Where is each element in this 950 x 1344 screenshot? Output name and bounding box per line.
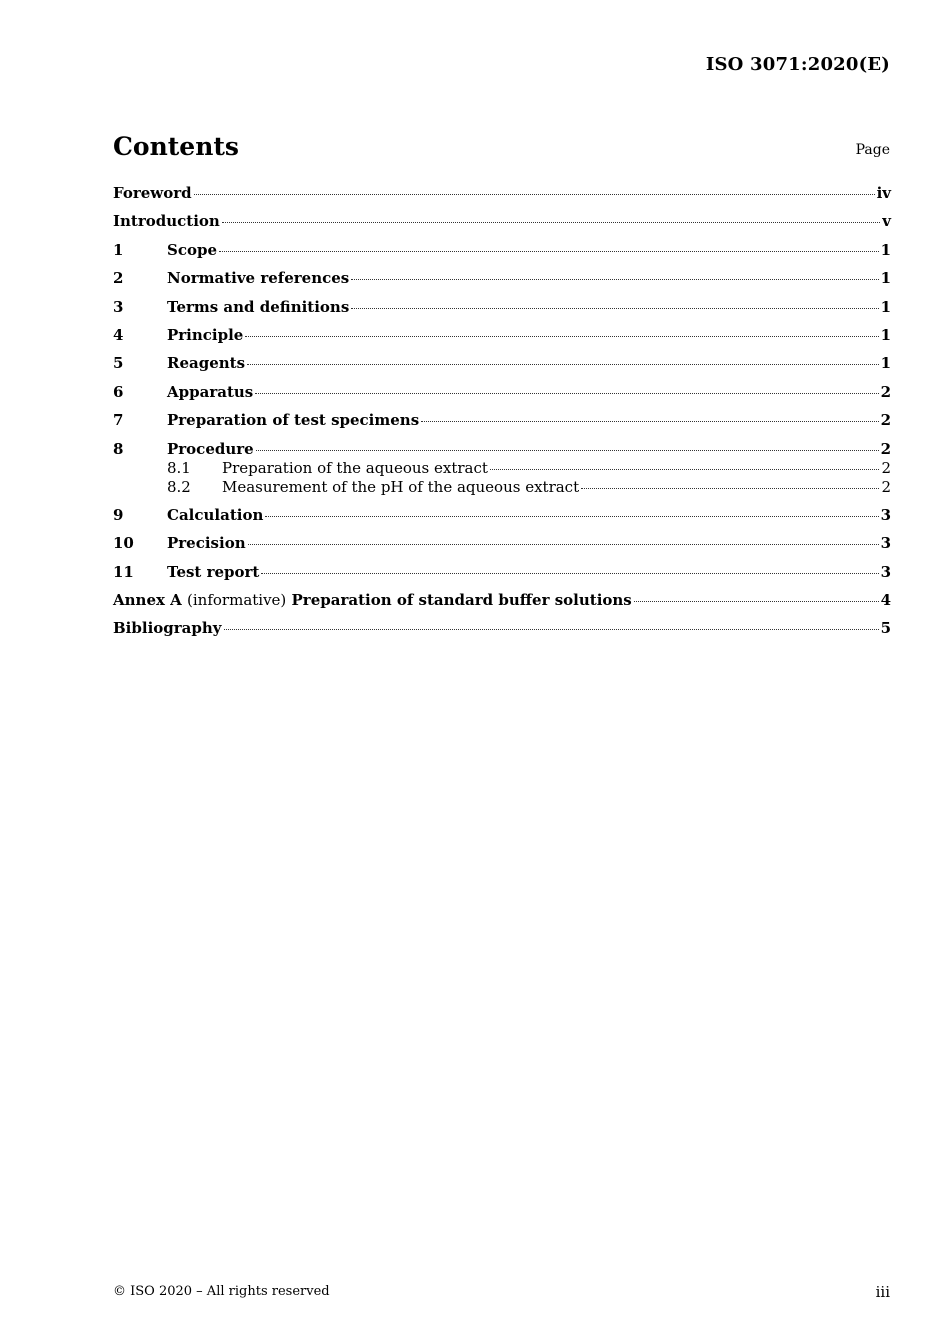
dot-leader: [256, 450, 879, 451]
toc-entry-page: 3: [880, 505, 891, 524]
toc-entry-page: v: [882, 212, 891, 231]
toc-entry-title: Apparatus: [167, 382, 254, 401]
toc-entry-page: 2: [881, 458, 891, 477]
toc-clause-number: 3: [113, 297, 124, 316]
toc-entry-page: 4: [880, 591, 891, 610]
annex-type: (informative): [187, 591, 287, 610]
toc-entry-clause-10[interactable]: [113, 534, 891, 553]
toc-entry-page: 1: [880, 354, 891, 373]
toc-entry-introduction[interactable]: [113, 212, 891, 231]
toc-entry-title: Precision: [167, 534, 246, 553]
toc-entry-clause-7[interactable]: [113, 411, 891, 430]
toc-clause-number: 4: [113, 325, 124, 344]
toc-entry-title: Terms and definitions: [167, 297, 350, 316]
toc-entry-title: Normative references: [167, 269, 350, 288]
annex-title: Preparation of standard buffer solutions: [291, 591, 632, 610]
toc-clause-number: 9: [113, 505, 124, 524]
dot-leader: [247, 364, 879, 365]
document-id: ISO 3071:2020(E): [705, 54, 890, 75]
toc-subclause-number: 8.1: [167, 458, 191, 477]
dot-leader: [351, 308, 878, 309]
toc-subclause-number: 8.2: [167, 477, 191, 496]
toc-entry-subclause-8-1[interactable]: [113, 459, 891, 478]
toc-entry-title: [113, 591, 632, 610]
toc-entry-page: 5: [880, 619, 891, 638]
toc-clause-number: 11: [113, 562, 134, 581]
dot-leader: [222, 222, 880, 223]
toc-entry-page: 2: [880, 382, 891, 401]
dot-leader: [634, 601, 879, 602]
toc-entry-clause-4[interactable]: [113, 326, 891, 345]
toc-entry-clause-11[interactable]: [113, 563, 891, 582]
annex-label: Annex A: [113, 591, 182, 610]
dot-leader: [219, 251, 879, 252]
toc-entry-subclause-8-2[interactable]: [113, 478, 891, 497]
toc-entry-title: Test report: [167, 562, 260, 581]
contents-title: Contents: [113, 132, 240, 161]
dot-leader: [421, 421, 878, 422]
table-of-contents: [113, 184, 891, 648]
toc-entry-page: 3: [880, 562, 891, 581]
footer-copyright: © ISO 2020 – All rights reserved: [113, 1284, 330, 1299]
toc-entry-title: Foreword: [113, 184, 192, 202]
toc-entry-clause-6[interactable]: [113, 383, 891, 402]
toc-entry-title: Reagents: [167, 354, 246, 373]
toc-entry-clause-5[interactable]: [113, 354, 891, 373]
toc-entry-title: Procedure: [167, 439, 254, 458]
toc-entry-page: 2: [881, 477, 891, 496]
toc-entry-title: Calculation: [167, 505, 264, 524]
toc-entry-bibliography[interactable]: [113, 619, 891, 638]
toc-entry-title: Measurement of the pH of the aqueous extract: [222, 477, 580, 496]
toc-entry-title: Principle: [167, 325, 244, 344]
dot-leader: [194, 194, 875, 195]
dot-leader: [245, 336, 878, 337]
toc-entry-page: 1: [880, 240, 891, 259]
toc-clause-number: 5: [113, 354, 124, 373]
toc-entry-title: Preparation of test specimens: [167, 411, 420, 430]
dot-leader: [224, 629, 879, 630]
dot-leader: [261, 573, 878, 574]
toc-entry-page: 1: [880, 269, 891, 288]
dot-leader: [255, 393, 878, 394]
page-column-label: Page: [855, 142, 890, 158]
toc-entry-title: Introduction: [113, 212, 220, 231]
toc-entry-page: 2: [880, 411, 891, 430]
toc-clause-number: 8: [113, 439, 124, 458]
toc-entry-clause-8[interactable]: [113, 440, 891, 459]
dot-leader: [351, 279, 878, 280]
toc-entry-foreword[interactable]: [113, 184, 891, 203]
toc-entry-title: Preparation of the aqueous extract: [222, 458, 488, 477]
toc-entry-clause-2[interactable]: [113, 269, 891, 288]
toc-entry-page: 2: [880, 439, 891, 458]
toc-entry-page: 1: [880, 325, 891, 344]
dot-leader: [265, 516, 878, 517]
toc-entry-annex-a[interactable]: [113, 591, 891, 610]
toc-clause-number: 7: [113, 411, 124, 430]
toc-entry-page: iv: [876, 184, 891, 202]
toc-entry-clause-3[interactable]: [113, 298, 891, 317]
toc-entry-title: Bibliography: [113, 619, 222, 638]
toc-clause-number: 6: [113, 382, 124, 401]
toc-entry-clause-9[interactable]: [113, 506, 891, 525]
dot-leader: [490, 469, 880, 470]
toc-clause-number: 1: [113, 240, 124, 259]
toc-clause-number: 2: [113, 269, 124, 288]
footer-page-number: iii: [875, 1283, 890, 1301]
toc-entry-page: 3: [880, 534, 891, 553]
dot-leader: [581, 488, 879, 489]
toc-clause-number: 10: [113, 534, 134, 553]
toc-entry-page: 1: [880, 297, 891, 316]
dot-leader: [248, 544, 879, 545]
toc-entry-clause-1[interactable]: [113, 241, 891, 260]
toc-entry-title: Scope: [167, 240, 218, 259]
